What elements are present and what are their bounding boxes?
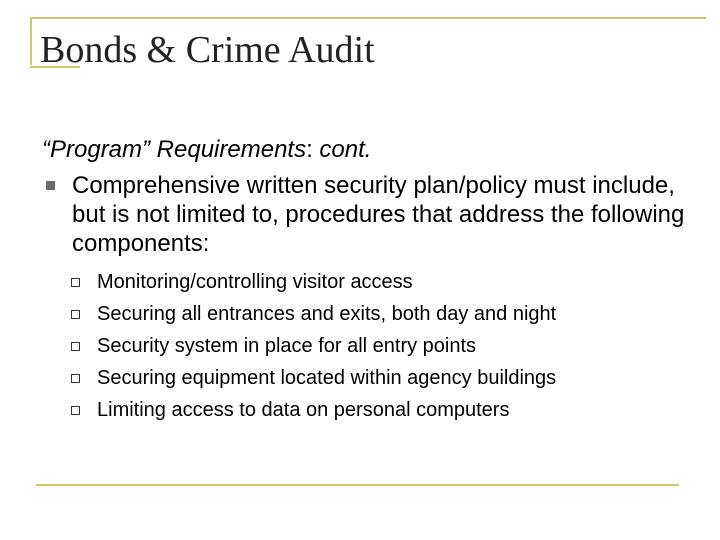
top-rule (30, 17, 706, 19)
hollow-square-bullet-icon (71, 310, 80, 319)
hollow-square-bullet-icon (71, 406, 80, 415)
list-item-text: Securing all entrances and exits, both day and night (97, 303, 557, 325)
list-item-text: Limiting access to data on personal computers (97, 399, 510, 421)
subheading-main: “Program” Requirements (42, 136, 307, 163)
hollow-square-bullet-icon (71, 342, 80, 351)
hollow-square-bullet-icon (71, 278, 80, 287)
slide-title: Bonds & Crime Audit (40, 29, 375, 71)
list-item-text: Security system in place for all entry points (97, 335, 477, 357)
hollow-square-bullet-icon (71, 374, 80, 383)
subheading (42, 135, 371, 165)
list-item-text: Monitoring/controlling visitor access (97, 271, 413, 293)
subheading-colon: : (306, 136, 313, 163)
list-item-text: Securing equipment located within agency buildings (97, 367, 557, 389)
bullet-text: Comprehensive written security plan/policy must include, but is not limited to, procedures that address the following components: (72, 172, 685, 257)
left-rule (30, 17, 32, 65)
bottom-rule (36, 484, 679, 486)
subheading-tail: cont. (312, 136, 372, 163)
square-bullet-icon (46, 181, 55, 190)
